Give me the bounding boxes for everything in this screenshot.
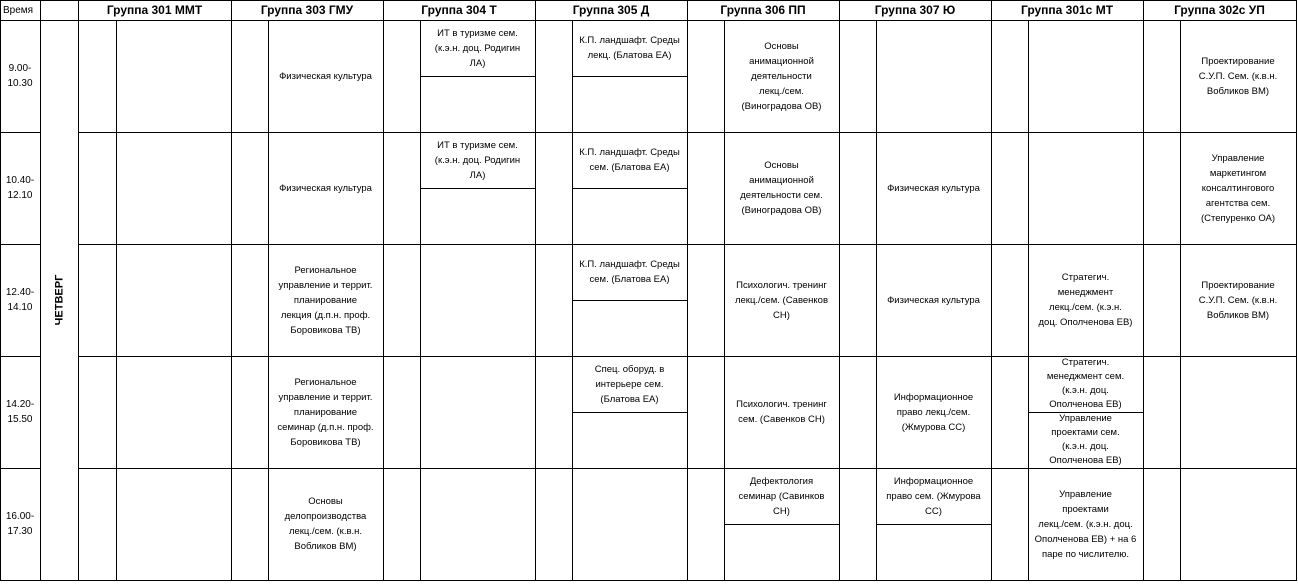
lesson-cell: ИТ в туризме сем. (к.э.н. доц. Родигин ЛА) (434, 27, 521, 69)
grid-line (724, 20, 725, 581)
grid-line (0, 20, 1297, 21)
subcell-line (572, 188, 687, 189)
grid-line (0, 356, 40, 357)
subcell-line (572, 76, 687, 77)
subcell-line (724, 524, 839, 525)
lesson-cell: Основы анимационной деятельности сем. (Виноградова ОВ) (740, 160, 823, 216)
subcell-line (572, 300, 687, 301)
lesson-cell: Спец. оборуд. в интерьере сем. (Блатова ЕА) (594, 363, 665, 405)
lesson-cell: Информационное право лекц./сем. (Жмурова СС) (893, 391, 974, 433)
group-header-303-gmu: Группа 303 ГМУ (260, 3, 354, 17)
lesson-cell: Психологич. тренинг сем. (Савенков СН) (736, 399, 827, 425)
lesson-cell: Региональное управление и террит. планирование семинар (д.п.н. проф. Боровикова ТВ) (277, 376, 374, 448)
subcell-line (420, 76, 535, 77)
grid-line (1180, 20, 1181, 581)
grid-line (1028, 20, 1029, 581)
lesson-cell: Проектирование С.У.П. Сем. (к.в.н. Вобликов ВМ) (1198, 55, 1278, 97)
grid-line (40, 0, 41, 581)
group-header-301-mmt: Группа 301 ММТ (106, 3, 203, 17)
lesson-cell: Управление проектами сем. (к.э.н. доц. Ополченова ЕВ) (1049, 413, 1122, 466)
time-header: Время (3, 4, 34, 16)
grid-line (78, 0, 79, 581)
subcell-line (420, 188, 535, 189)
grid-line (0, 244, 40, 245)
lesson-cell: Проектирование С.У.П. Сем. (к.в.н. Вобликов ВМ) (1198, 279, 1278, 321)
grid-line (1143, 0, 1144, 581)
grid-line (535, 0, 536, 581)
grid-line (1296, 0, 1297, 581)
lesson-cell: Физическая культура (887, 182, 980, 194)
lesson-cell: Информационное право сем. (Жмурова СС) (886, 475, 981, 517)
grid-line (876, 20, 877, 581)
grid-line (0, 0, 1, 581)
grid-line (572, 20, 573, 581)
grid-line (687, 0, 688, 581)
grid-line (839, 0, 840, 581)
grid-line (0, 0, 1297, 1)
group-header-304-t: Группа 304 Т (421, 3, 497, 17)
grid-line (0, 132, 40, 133)
lesson-cell: ИТ в туризме сем. (к.э.н. доц. Родигин ЛА) (434, 139, 521, 181)
group-header-307-yu: Группа 307 Ю (874, 3, 956, 17)
group-header-305-d: Группа 305 Д (572, 3, 650, 17)
lesson-cell: Стратегич. менеджмент сем. (к.э.н. доц. Ополченова ЕВ) (1046, 357, 1125, 410)
lesson-cell: Дефектология семинар (Савинков СН) (738, 475, 825, 517)
lesson-cell: Основы анимационной деятельности лекц./сем. (Виноградова ОВ) (741, 40, 822, 112)
lesson-cell: Психологич. тренинг лекц./сем. (Савенков СН) (734, 279, 829, 321)
lesson-cell: К.П. ландшафт. Среды сем. (Блатова ЕА) (579, 259, 680, 285)
time-slot-1: 9.00- 10.30 (7, 63, 33, 89)
grid-line (383, 0, 384, 581)
grid-line (420, 20, 421, 581)
lesson-cell: Управление маркетингом консалтингового агентства сем. (Степуренко ОА) (1200, 152, 1276, 224)
group-header-306-pp: Группа 306 ПП (720, 3, 806, 17)
time-slot-4: 14.20- 15.50 (5, 399, 35, 425)
time-slot-2: 10.40- 12.10 (5, 175, 35, 201)
lesson-cell: К.П. ландшафт. Среды лекц. (Блатова ЕА) (579, 35, 680, 61)
group-header-302c-up: Группа 302с УП (1174, 3, 1265, 17)
subcell-line (1028, 412, 1143, 413)
time-slot-5: 16.00- 17.30 (5, 511, 35, 537)
grid-line (116, 20, 117, 581)
day-label (40, 20, 78, 580)
lesson-cell: Физическая культура (279, 182, 372, 194)
subcell-line (572, 412, 687, 413)
grid-line (991, 0, 992, 581)
group-header-301c-mt: Группа 301с МТ (1020, 3, 1114, 17)
lesson-cell: Стратегич. менеджмент лекц./сем. (к.э.н. доц. Ополченова ЕВ) (1038, 272, 1133, 328)
lesson-cell: Региональное управление и террит. планирование лекция (д.п.н. проф. Боровикова ТВ) (278, 264, 373, 336)
grid-line (268, 20, 269, 581)
grid-line (0, 468, 40, 469)
time-slot-3: 12.40- 14.10 (5, 287, 35, 313)
subcell-line (876, 524, 991, 525)
lesson-cell: Физическая культура (279, 70, 372, 82)
day-label-text: ЧЕТВЕРГ (53, 274, 66, 326)
lesson-cell: Управление проектами лекц./сем. (к.э.н. доц. Ополченова ЕВ) + на 6 паре по числителю. (1034, 488, 1137, 560)
grid-line (0, 580, 1297, 581)
lesson-cell: К.П. ландшафт. Среды сем. (Блатова ЕА) (579, 147, 680, 173)
lesson-cell: Основы делопроизводства лекц./сем. (к.в.н. Вобликов ВМ) (284, 496, 367, 552)
grid-line (231, 0, 232, 581)
lesson-cell: Физическая культура (887, 294, 980, 306)
